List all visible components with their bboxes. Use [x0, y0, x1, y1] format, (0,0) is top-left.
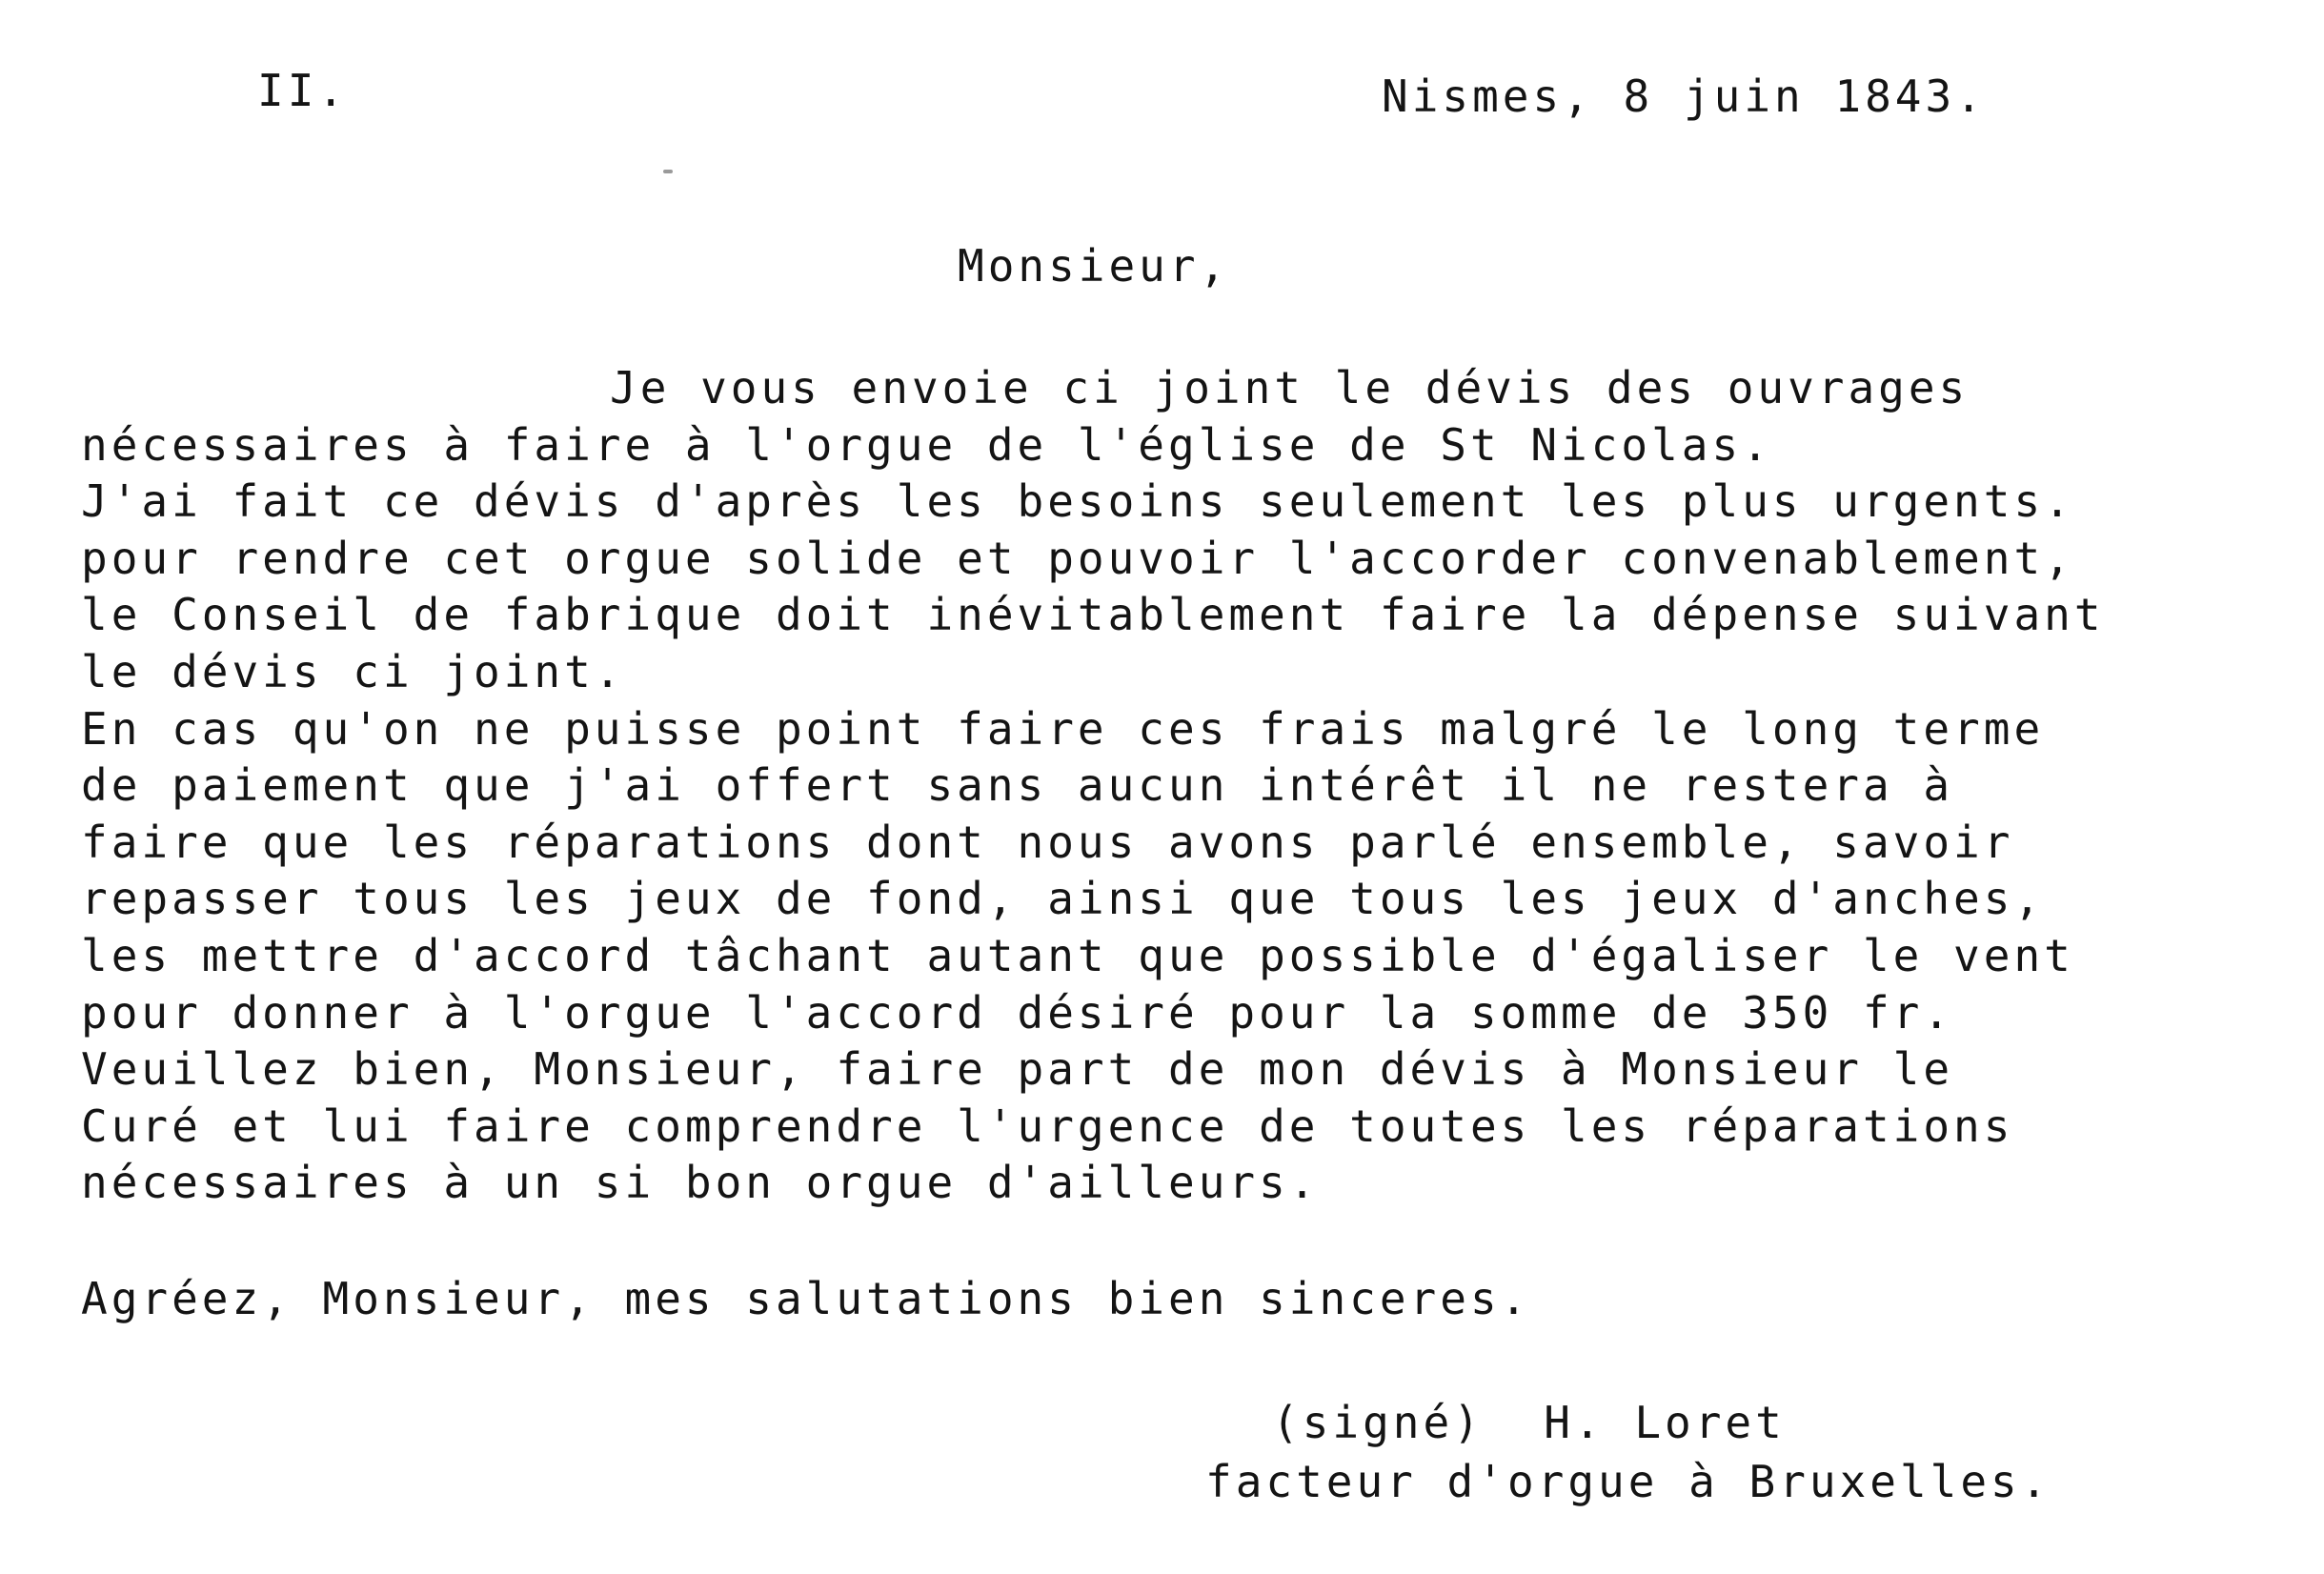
signature-line: (signé) H. Loret [1272, 1397, 1786, 1448]
body-line: En cas qu'on ne puisse point faire ces frais malgré le long terme [81, 702, 2045, 755]
body-line: faire que les réparations dont nous avons parlé ensemble, savoir [81, 816, 2014, 868]
body-line: Veuillez bien, Monsieur, faire part de mon dévis à Monsieur le [81, 1043, 1954, 1096]
closing-line: Agréez, Monsieur, mes salutations bien sinceres. [81, 1273, 1531, 1324]
body-line: les mettre d'accord tâchant autant que possible d'égaliser le vent [81, 929, 2074, 981]
body-line: Je vous envoie ci joint le dévis des ouvrages [610, 362, 1970, 414]
salutation: Monsieur, [958, 240, 1230, 292]
body-line: le Conseil de fabrique doit inévitablement faire la dépense suivant [81, 589, 2105, 641]
body-line: pour rendre cet orgue solide et pouvoir l'accorder convenablement, [81, 532, 2074, 584]
body-line: J'ai fait ce dévis d'après les besoins seulement les plus urgents. [81, 475, 2074, 528]
body-line: de paiement que j'ai offert sans aucun intérêt il ne restera à [81, 759, 1954, 812]
body-line: le dévis ci joint. [81, 645, 625, 697]
body-line: pour donner à l'orgue l'accord désiré pour la somme de 350 fr. [81, 986, 1954, 1039]
body-line: Curé et lui faire comprendre l'urgence de toutes les réparations [81, 1100, 2014, 1152]
body-line: nécessaires à faire à l'orgue de l'église de St Nicolas. [81, 418, 1772, 471]
paper-speck [663, 170, 673, 173]
body-line: nécessaires à un si bon orgue d'ailleurs. [81, 1157, 1320, 1209]
body-line: repasser tous les jeux de fond, ainsi que tous les jeux d'anches, [81, 873, 2045, 925]
letter-body [81, 360, 2105, 1212]
place-date: Nismes, 8 juin 1843. [1382, 71, 1986, 122]
signer-title: facteur d'orgue à Bruxelles. [1205, 1456, 2051, 1507]
letter-number: II. [257, 65, 349, 116]
